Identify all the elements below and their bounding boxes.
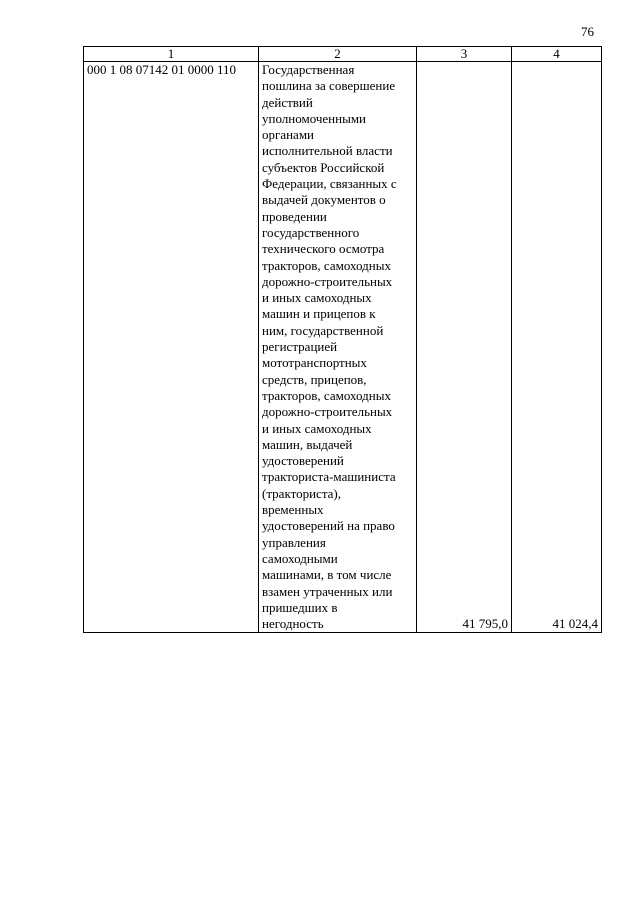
header-row bbox=[84, 47, 602, 62]
income-name-line: машинами, в том числе bbox=[262, 567, 392, 583]
income-name-cell bbox=[259, 62, 417, 633]
budget-code-cell: 000 1 08 07142 01 0000 110 bbox=[84, 62, 259, 633]
income-name-line: и иных самоходных bbox=[262, 290, 372, 306]
income-name-line: тракторов, самоходных bbox=[262, 257, 391, 273]
income-name-line: негодность bbox=[262, 616, 324, 632]
header-col-3: 3 bbox=[417, 47, 512, 62]
income-name-line: тракторов, самоходных bbox=[262, 387, 391, 403]
income-name-line: выдачей документов о bbox=[262, 192, 386, 208]
income-name-line: и иных самоходных bbox=[262, 420, 372, 436]
income-name-line: Государственная bbox=[262, 62, 355, 77]
income-name-line: органами bbox=[262, 127, 315, 143]
header-col-2: 2 bbox=[259, 47, 417, 62]
header-col-1: 1 bbox=[84, 47, 259, 62]
income-name-line: пошлина за совершение bbox=[262, 78, 396, 94]
budget-table bbox=[83, 46, 602, 633]
income-name-line: самоходными bbox=[262, 550, 338, 566]
income-name-line: действий bbox=[262, 94, 313, 110]
table-body bbox=[84, 62, 602, 633]
value-col-4-cell: 41 024,4 bbox=[512, 62, 602, 633]
income-name-line: (тракториста), bbox=[262, 485, 342, 501]
income-name-line: субъектов Российской bbox=[262, 159, 385, 175]
table-header bbox=[84, 47, 602, 62]
income-name-line: исполнительной власти bbox=[262, 143, 393, 159]
income-name-line: государственного bbox=[262, 224, 360, 240]
income-name-line: управления bbox=[262, 534, 326, 550]
income-name-line: машин, выдачей bbox=[262, 436, 353, 452]
table-row bbox=[84, 62, 602, 633]
income-name-line: мототранспортных bbox=[262, 355, 367, 371]
income-name-line: удостоверений на право bbox=[262, 518, 395, 534]
income-name-line: технического осмотра bbox=[262, 241, 385, 257]
income-name-line: регистрацией bbox=[262, 339, 338, 355]
income-name-line: удостоверений bbox=[262, 453, 344, 469]
income-name-line: уполномоченными bbox=[262, 110, 367, 126]
income-name-line: взамен утраченных или bbox=[262, 583, 393, 599]
income-name-line: временных bbox=[262, 502, 324, 518]
income-name-line: машин и прицепов к bbox=[262, 306, 376, 322]
income-name-line: тракториста-машиниста bbox=[262, 469, 396, 485]
income-name-line: дорожно-строительных bbox=[262, 404, 393, 420]
income-name-line: Федерации, связанных с bbox=[262, 176, 397, 192]
header-col-4: 4 bbox=[512, 47, 602, 62]
income-name-line: ним, государственной bbox=[262, 322, 384, 338]
income-name-line: дорожно-строительных bbox=[262, 273, 393, 289]
income-name-line: проведении bbox=[262, 208, 327, 224]
value-col-3-cell: 41 795,0 bbox=[417, 62, 512, 633]
page-number: 76 bbox=[581, 24, 594, 39]
income-name-line: средств, прицепов, bbox=[262, 371, 367, 387]
income-name-line: пришедших в bbox=[262, 599, 338, 615]
